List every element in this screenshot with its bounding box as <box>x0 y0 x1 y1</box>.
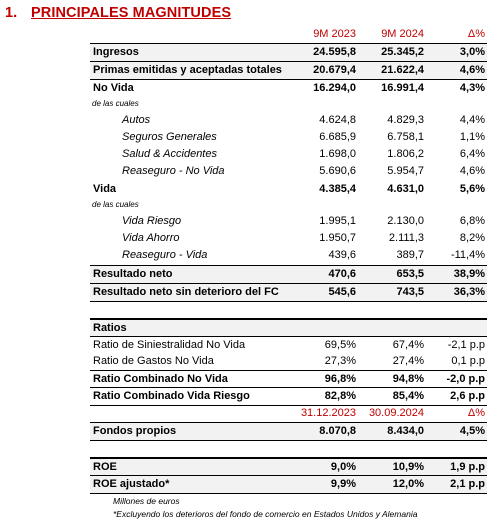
table-row <box>90 43 487 61</box>
cell-9m2023: 1.950,7 <box>319 232 356 244</box>
cell-delta: 4,6% <box>459 64 485 76</box>
row-label: Ratio de Gastos No Vida <box>93 355 214 367</box>
table-row <box>90 247 487 264</box>
cell-9m2023: 5.690,6 <box>319 165 356 177</box>
cell-9m2024: 653,5 <box>396 268 424 280</box>
cell-9m2024: 2.111,3 <box>388 232 424 244</box>
row-label: Ratio Combinado No Vida <box>93 373 228 385</box>
cell-30092024: 8.434,0 <box>387 425 424 437</box>
table-row <box>90 387 487 406</box>
table-row <box>90 163 487 180</box>
cell-9m2023: 82,8% <box>324 390 356 402</box>
cell-delta: 36,3% <box>453 286 485 298</box>
cell-31122023: 8.070,8 <box>319 425 356 437</box>
row-label: Salud & Accidentes <box>122 148 217 160</box>
cell-9m2023: 545,6 <box>328 286 356 298</box>
table-row <box>90 265 487 283</box>
row-label: Ingresos <box>93 46 139 58</box>
col-header-9m2024: 9M 2024 <box>381 28 424 40</box>
cell-9m2024: 2.130,0 <box>387 215 424 227</box>
cell-delta: 3,0% <box>459 46 485 58</box>
row-label: Ratio Combinado Vida Riesgo <box>93 390 250 402</box>
cell-9m2023: 9,9% <box>330 478 356 490</box>
table-row <box>90 457 487 476</box>
row-label: Reaseguro - Vida <box>122 249 208 261</box>
cell-delta: 4,6% <box>459 165 485 177</box>
table-row <box>90 97 487 110</box>
cell-9m2023: 439,6 <box>328 249 356 261</box>
table-row <box>90 353 487 370</box>
cell-9m2023: 69,5% <box>324 339 356 351</box>
cell-9m2024: 85,4% <box>392 390 424 402</box>
cell-delta: 1,9 p.p <box>450 461 485 473</box>
cell-9m2023: 4.624,8 <box>319 114 356 126</box>
cell-9m2023: 16.294,0 <box>313 82 356 94</box>
cell-delta: 5,6% <box>459 183 485 195</box>
section-title-text: PRINCIPALES MAGNITUDES <box>31 5 232 21</box>
row-label: Resultado neto <box>93 268 173 280</box>
row-label: Resultado neto sin deterioro del FC <box>93 286 279 298</box>
cell-delta: 0,1 p.p <box>451 355 485 367</box>
row-label: No Vida <box>93 82 134 94</box>
row-label: ROE <box>93 461 117 473</box>
cell-9m2024: 743,5 <box>396 286 424 298</box>
cell-9m2024: 16.991,4 <box>381 82 424 94</box>
cell-9m2024: 25.345,2 <box>381 46 424 58</box>
table-row <box>90 475 487 494</box>
cell-delta: 1,1% <box>459 131 485 143</box>
cell-delta: 4,3% <box>459 82 485 94</box>
cell-9m2023: 27,3% <box>324 355 356 367</box>
cell-9m2024: 12,0% <box>392 478 424 490</box>
cell-9m2024: 5.954,7 <box>387 165 424 177</box>
table-row <box>90 129 487 146</box>
table-row <box>90 422 487 441</box>
column-header-row <box>90 405 487 422</box>
row-label: Autos <box>122 114 151 126</box>
cell-9m2024: 1.806,2 <box>387 148 424 160</box>
table-row <box>90 370 487 388</box>
cell-9m2023: 470,6 <box>328 268 356 280</box>
adjustment-footnote: *Excluyendo los deterioros del fondo de comercio en Estados Unidos y Alemania <box>113 509 418 519</box>
cell-9m2024: 27,4% <box>392 355 424 367</box>
row-label: de las cuales <box>92 200 139 209</box>
table-row <box>90 80 487 97</box>
table-row <box>90 336 487 354</box>
table-row <box>90 112 487 129</box>
col-header-9m2023: 9M 2023 <box>313 28 356 40</box>
cell-9m2023: 6.685,9 <box>319 131 356 143</box>
cell-delta: 38,9% <box>453 268 485 280</box>
cell-9m2023: 20.679,4 <box>313 64 356 76</box>
cell-delta: 4,4% <box>459 114 485 126</box>
cell-9m2024: 4.829,3 <box>387 114 424 126</box>
col-header-delta: Δ% <box>467 407 485 419</box>
cell-9m2024: 10,9% <box>392 461 424 473</box>
row-label: Ratios <box>93 322 127 334</box>
cell-delta: 8,2% <box>459 232 485 244</box>
cell-delta: 6,8% <box>459 215 485 227</box>
row-label: Ratio de Siniestralidad No Vida <box>93 339 246 351</box>
cell-delta: 6,4% <box>459 148 485 160</box>
section-number: 1. <box>5 5 18 21</box>
table-row <box>90 181 487 198</box>
table-row <box>90 146 487 163</box>
table-row <box>90 61 487 80</box>
cell-9m2023: 1.995,1 <box>319 215 356 227</box>
table-row <box>90 283 487 302</box>
col-header-delta: Δ% <box>467 28 485 40</box>
cell-delta: 2,6 p.p <box>450 390 485 402</box>
table-row <box>90 198 487 211</box>
cell-delta: 2,1 p.p <box>450 478 485 490</box>
cell-9m2023: 24.595,8 <box>313 46 356 58</box>
col-header-30092024: 30.09.2024 <box>368 407 424 419</box>
cell-delta: 4,5% <box>459 425 485 437</box>
col-header-31122023: 31.12.2023 <box>300 407 356 419</box>
table-row <box>90 230 487 247</box>
cell-9m2023: 96,8% <box>324 373 356 385</box>
row-label: Vida <box>93 183 117 195</box>
row-label: Seguros Generales <box>122 131 217 143</box>
cell-9m2023: 1.698,0 <box>319 148 356 160</box>
cell-9m2024: 21.622,4 <box>381 64 424 76</box>
row-label: Primas emitidas y aceptadas totales <box>93 64 282 76</box>
row-label: de las cuales <box>92 99 139 108</box>
cell-9m2023: 4.385,4 <box>319 183 356 195</box>
cell-9m2024: 6.758,1 <box>387 131 424 143</box>
table-row <box>90 318 487 337</box>
row-label: Reaseguro - No Vida <box>122 165 225 177</box>
cell-delta: -11,4% <box>450 249 485 261</box>
table-row <box>90 213 487 230</box>
row-label: ROE ajustado* <box>93 478 170 490</box>
row-label: Vida Ahorro <box>122 232 180 244</box>
cell-9m2024: 389,7 <box>396 249 424 261</box>
cell-9m2024: 4.631,0 <box>387 183 424 195</box>
cell-delta: -2,0 p.p <box>446 373 485 385</box>
cell-9m2024: 67,4% <box>392 339 424 351</box>
units-footnote: Millones de euros <box>113 496 180 506</box>
column-header-row <box>90 26 487 43</box>
cell-delta: -2,1 p.p <box>447 339 485 351</box>
cell-9m2023: 9,0% <box>330 461 356 473</box>
section-title <box>5 5 231 21</box>
cell-9m2024: 94,8% <box>392 373 424 385</box>
row-label: Fondos propios <box>93 425 177 437</box>
row-label: Vida Riesgo <box>122 215 182 227</box>
